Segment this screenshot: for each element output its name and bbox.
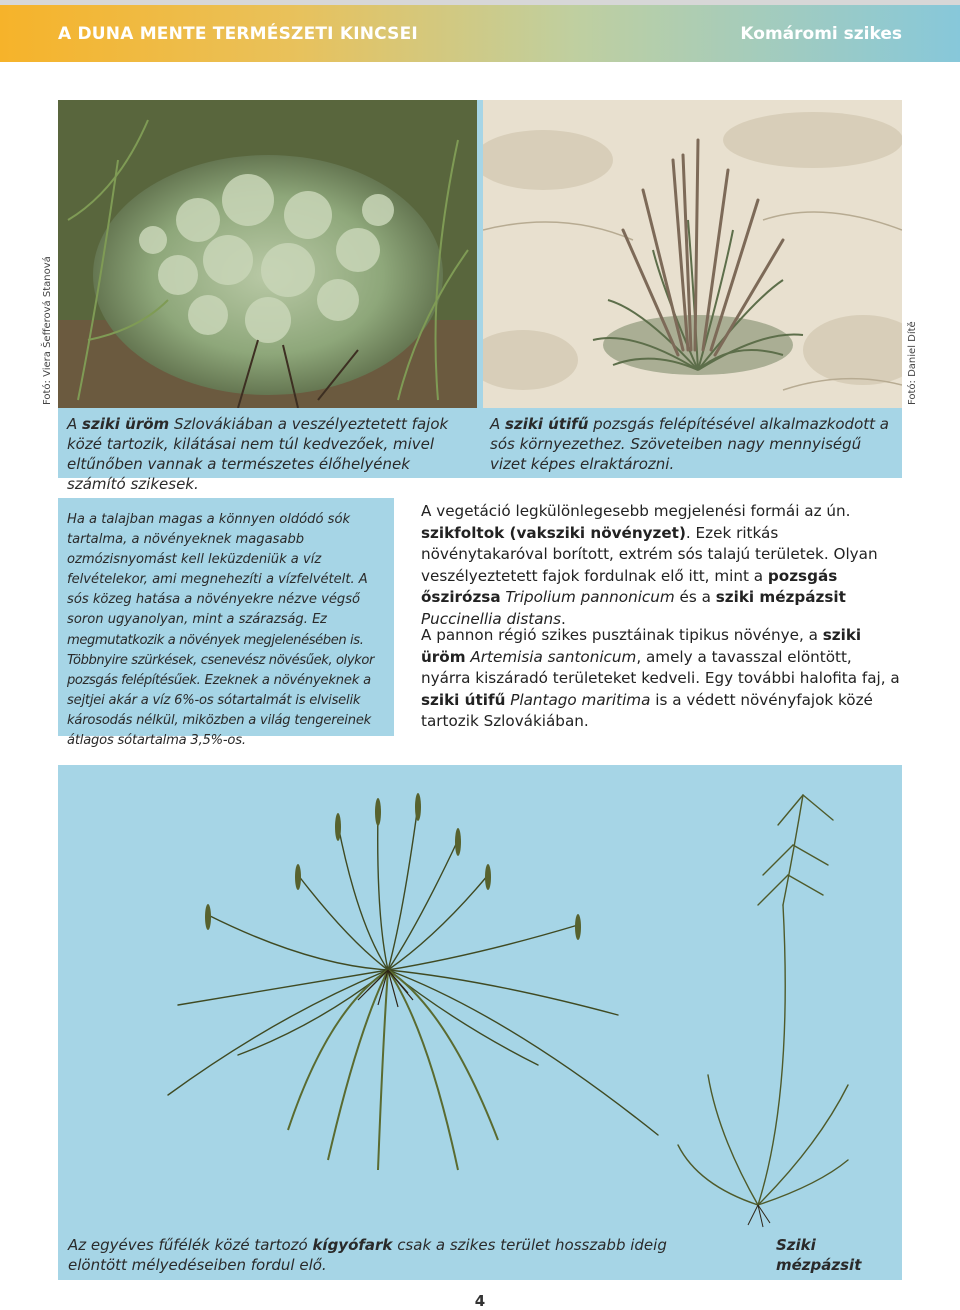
page-header [0,0,960,62]
photo-credit-right: Fotó: Daniel Dítě [907,321,918,405]
header-top-strip [0,0,960,5]
page-number: 4 [474,1292,486,1310]
paragraph-szikfoltok: A vegetáció legkülönlegesebb megjelenési formái az ún. szikfoltok (vaksziki növényzet). Ezek ritkás növénytakaróval borított, extrém sós talajú területek. Olyan veszélyeztetett fajok fordulnak elő itt, mint a pozsgás őszirózsa Tripolium pannonicum és a sziki mézpázsit Puccinellia distans. [421,502,878,628]
caption-sziki-urom: A sziki üröm Szlovákiában a veszélyeztetett fajok közé tartozik, kilátásai nem túl kedvezőek, mivel eltűnőben vannak a természetes élőhelyének számító szikesek. [67,415,449,493]
caption-kigyofark: Az egyéves fűfélék közé tartozó kígyófark csak a szikes terület hosszabb ideig elöntött mélyedéseiben fordul elő. [68,1236,667,1274]
caption-sziki-utifu: A sziki útifű pozsgás felépítésével alkalmazkodott a sós környezethez. Szöveteiben nagy mennyiségű vizet képes elraktározni. [490,415,889,473]
photo-sziki-utifu [483,100,902,408]
photo-sziki-urom [58,100,477,408]
info-box [58,498,394,749]
illustration-panel [58,765,902,1280]
series-title: A DUNA MENTE TERMÉSZETI KINCSEI [58,24,418,44]
caption-sziki-mezpazsit: Sziki mézpázsit [776,1236,862,1274]
grass-illustration [58,765,902,1280]
paragraph-sziki-urom: A pannon régió szikes pusztáinak tipikus növénye, a sziki üröm Artemisia santonicum, amely a tavasszal elöntött, nyárra kiszáradó területeket kedveli. Egy további halofita faj, a sziki útifű Plantago maritima is a védett növényfajok közé tartozik Szlovákiában. [421,626,900,730]
caption-term: kígyófark [312,1236,393,1254]
caption-term: sziki útifű [505,415,589,433]
section-title: Komáromi szikes [740,24,902,44]
caption-term: sziki üröm [82,415,170,433]
photo-credit-left: Fotó: Viera Šefferová Stanová [42,256,53,405]
info-box-text: Ha a talajban magas a könnyen oldódó sók tartalma, a növényeknek magasabb ozmózisnyomást kell leküzdeniük a víz felvételekor, ami megnehezíti a vízfelvételt. A sós közeg hatása a növényekre nézve végső soron ugyanolyan, mint a szárazság. Ez megmutatkozik a növények megjelenésében is. Többnyire szürkések, csenevész növésűek, olykor pozsgás felépítésűek. Ezeknek a növényeknek a sejtjei akár a víz 6%-os sótartalmát is elviselik károsodás nélkül, miközben a világ tengereinek átlagos sótartalma 3,5%-os. [67,512,374,749]
